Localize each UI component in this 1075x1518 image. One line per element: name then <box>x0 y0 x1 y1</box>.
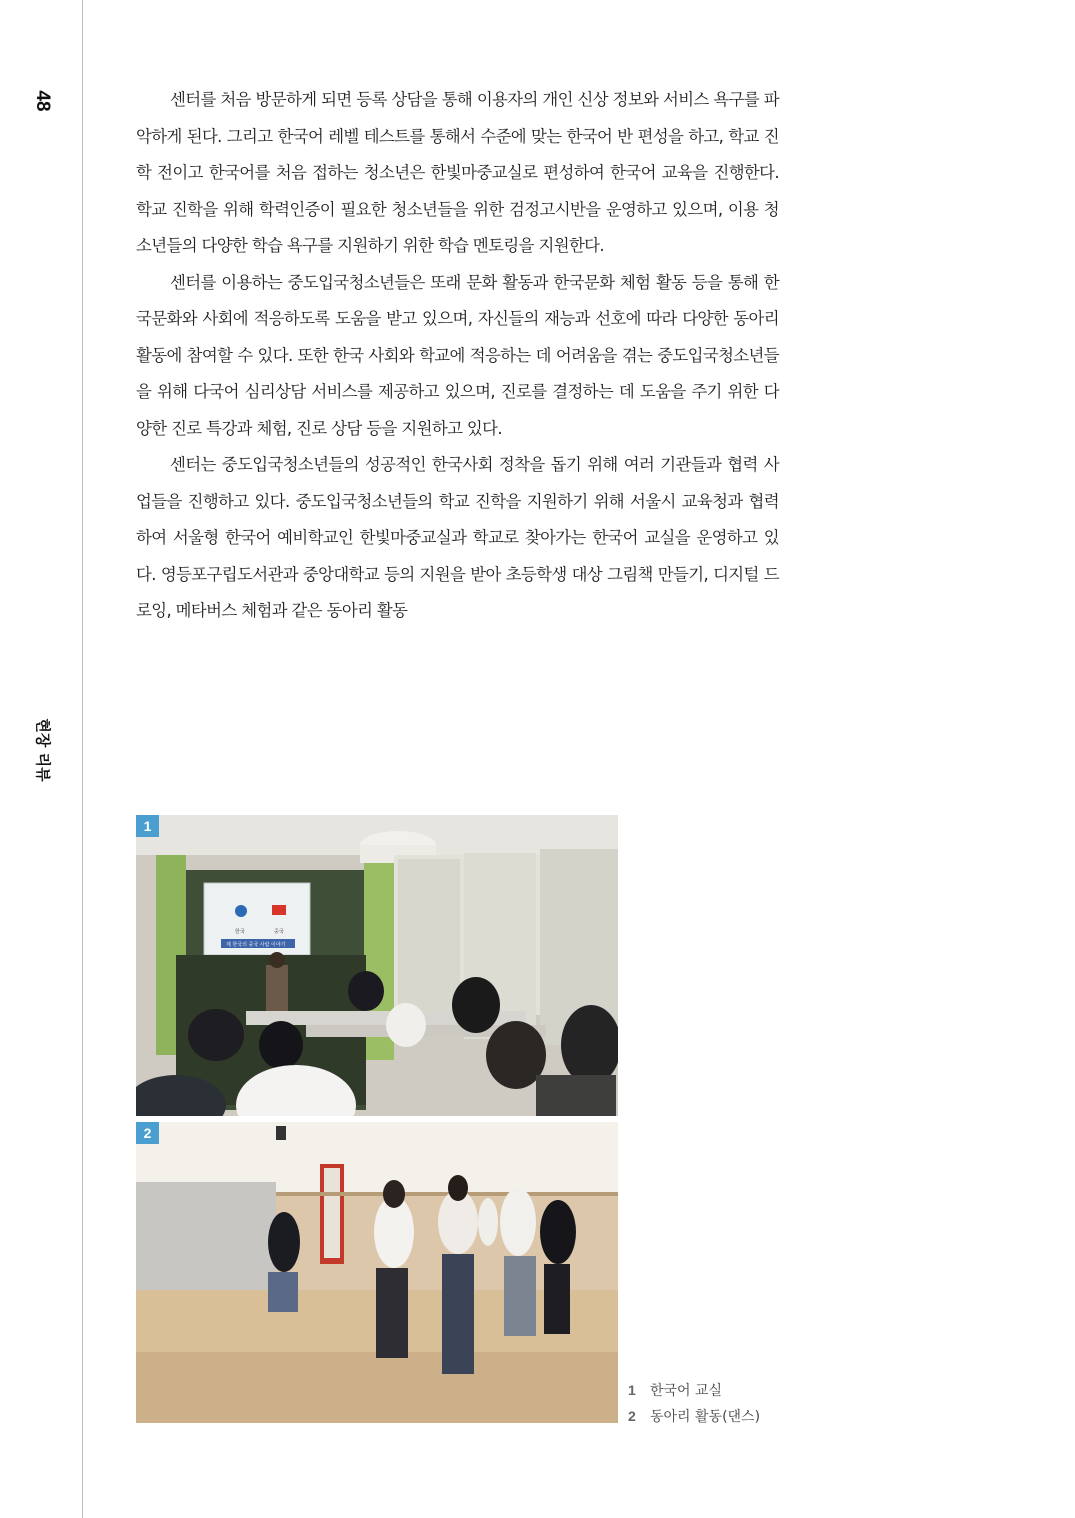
paragraph-1: 센터를 처음 방문하게 되면 등록 상담을 통해 이용자의 개인 신상 정보와 서비스 욕구를 파악하게 된다. 그리고 한국어 레벨 테스트를 통해서 수준에 맞는 한국어 반 편성을 하고, 학교 진학 전이고 한국어를 처음 접하는 청소년은 한빛마중교실로 편성하여 한국어 교육을 진행한다. 학교 진학을 위해 학력인증이 필요한 청소년들을 위한 검정고시반을 운영하고 있으며, 이용 청소년들의 다양한 학습 욕구를 지원하기 위한 학습 멘토링을 지원한다. <box>136 90 779 255</box>
photo-2-badge: 2 <box>136 1122 159 1144</box>
screen-left-label: 한국 <box>235 929 245 935</box>
caption-1 <box>628 1378 828 1404</box>
caption-2-number: 2 <box>628 1408 636 1424</box>
screen-right-label: 중국 <box>274 929 284 935</box>
photo-korean-class <box>136 815 618 1116</box>
margin-rule <box>82 0 83 1518</box>
photo-dance-club <box>136 1122 618 1423</box>
caption-1-text: 한국어 교실 <box>650 1383 723 1399</box>
photo-captions <box>628 1378 828 1430</box>
screen-banner: 제 한국의 중국 사람 이야기 <box>226 942 286 948</box>
classroom-illustration <box>136 815 618 1116</box>
paragraph-3: 센터는 중도입국청소년들의 성공적인 한국사회 정착을 돕기 위해 여러 기관들과 협력 사업들을 진행하고 있다. 중도입국청소년들의 학교 진학을 지원하기 위해 서울시 교육청과 협력하여 서울형 한국어 예비학교인 한빛마중교실과 학교로 찾아가는 한국어 교실을 운영하고 있다. 영등포구립도서관과 중앙대학교 등의 지원을 받아 초등학생 대상 그림책 만들기, 디지털 드로잉, 메타버스 체험과 같은 동아리 활동 <box>136 455 779 620</box>
paragraph-2: 센터를 이용하는 중도입국청소년들은 또래 문화 활동과 한국문화 체험 활동 등을 통해 한국문화와 사회에 적응하도록 도움을 받고 있으며, 자신들의 재능과 선호에 따라 다양한 동아리 활동에 참여할 수 있다. 또한 한국 사회와 학교에 적응하는 데 어려움을 겪는 중도입국청소년들을 위해 다국어 심리상담 서비스를 제공하고 있으며, 진로를 결정하는 데 도움을 주기 위한 다양한 진로 특강과 체험, 진로 상담 등을 지원하고 있다. <box>136 272 779 438</box>
dance-room-illustration <box>136 1122 618 1423</box>
caption-1-number: 1 <box>628 1382 636 1398</box>
page-number: 48 <box>32 90 53 112</box>
caption-2-text: 동아리 활동(댄스) <box>650 1409 761 1425</box>
article-body <box>136 82 779 630</box>
section-label: 현장 리뷰 <box>34 718 52 782</box>
caption-2 <box>628 1404 828 1430</box>
photo-1-badge: 1 <box>136 815 159 837</box>
